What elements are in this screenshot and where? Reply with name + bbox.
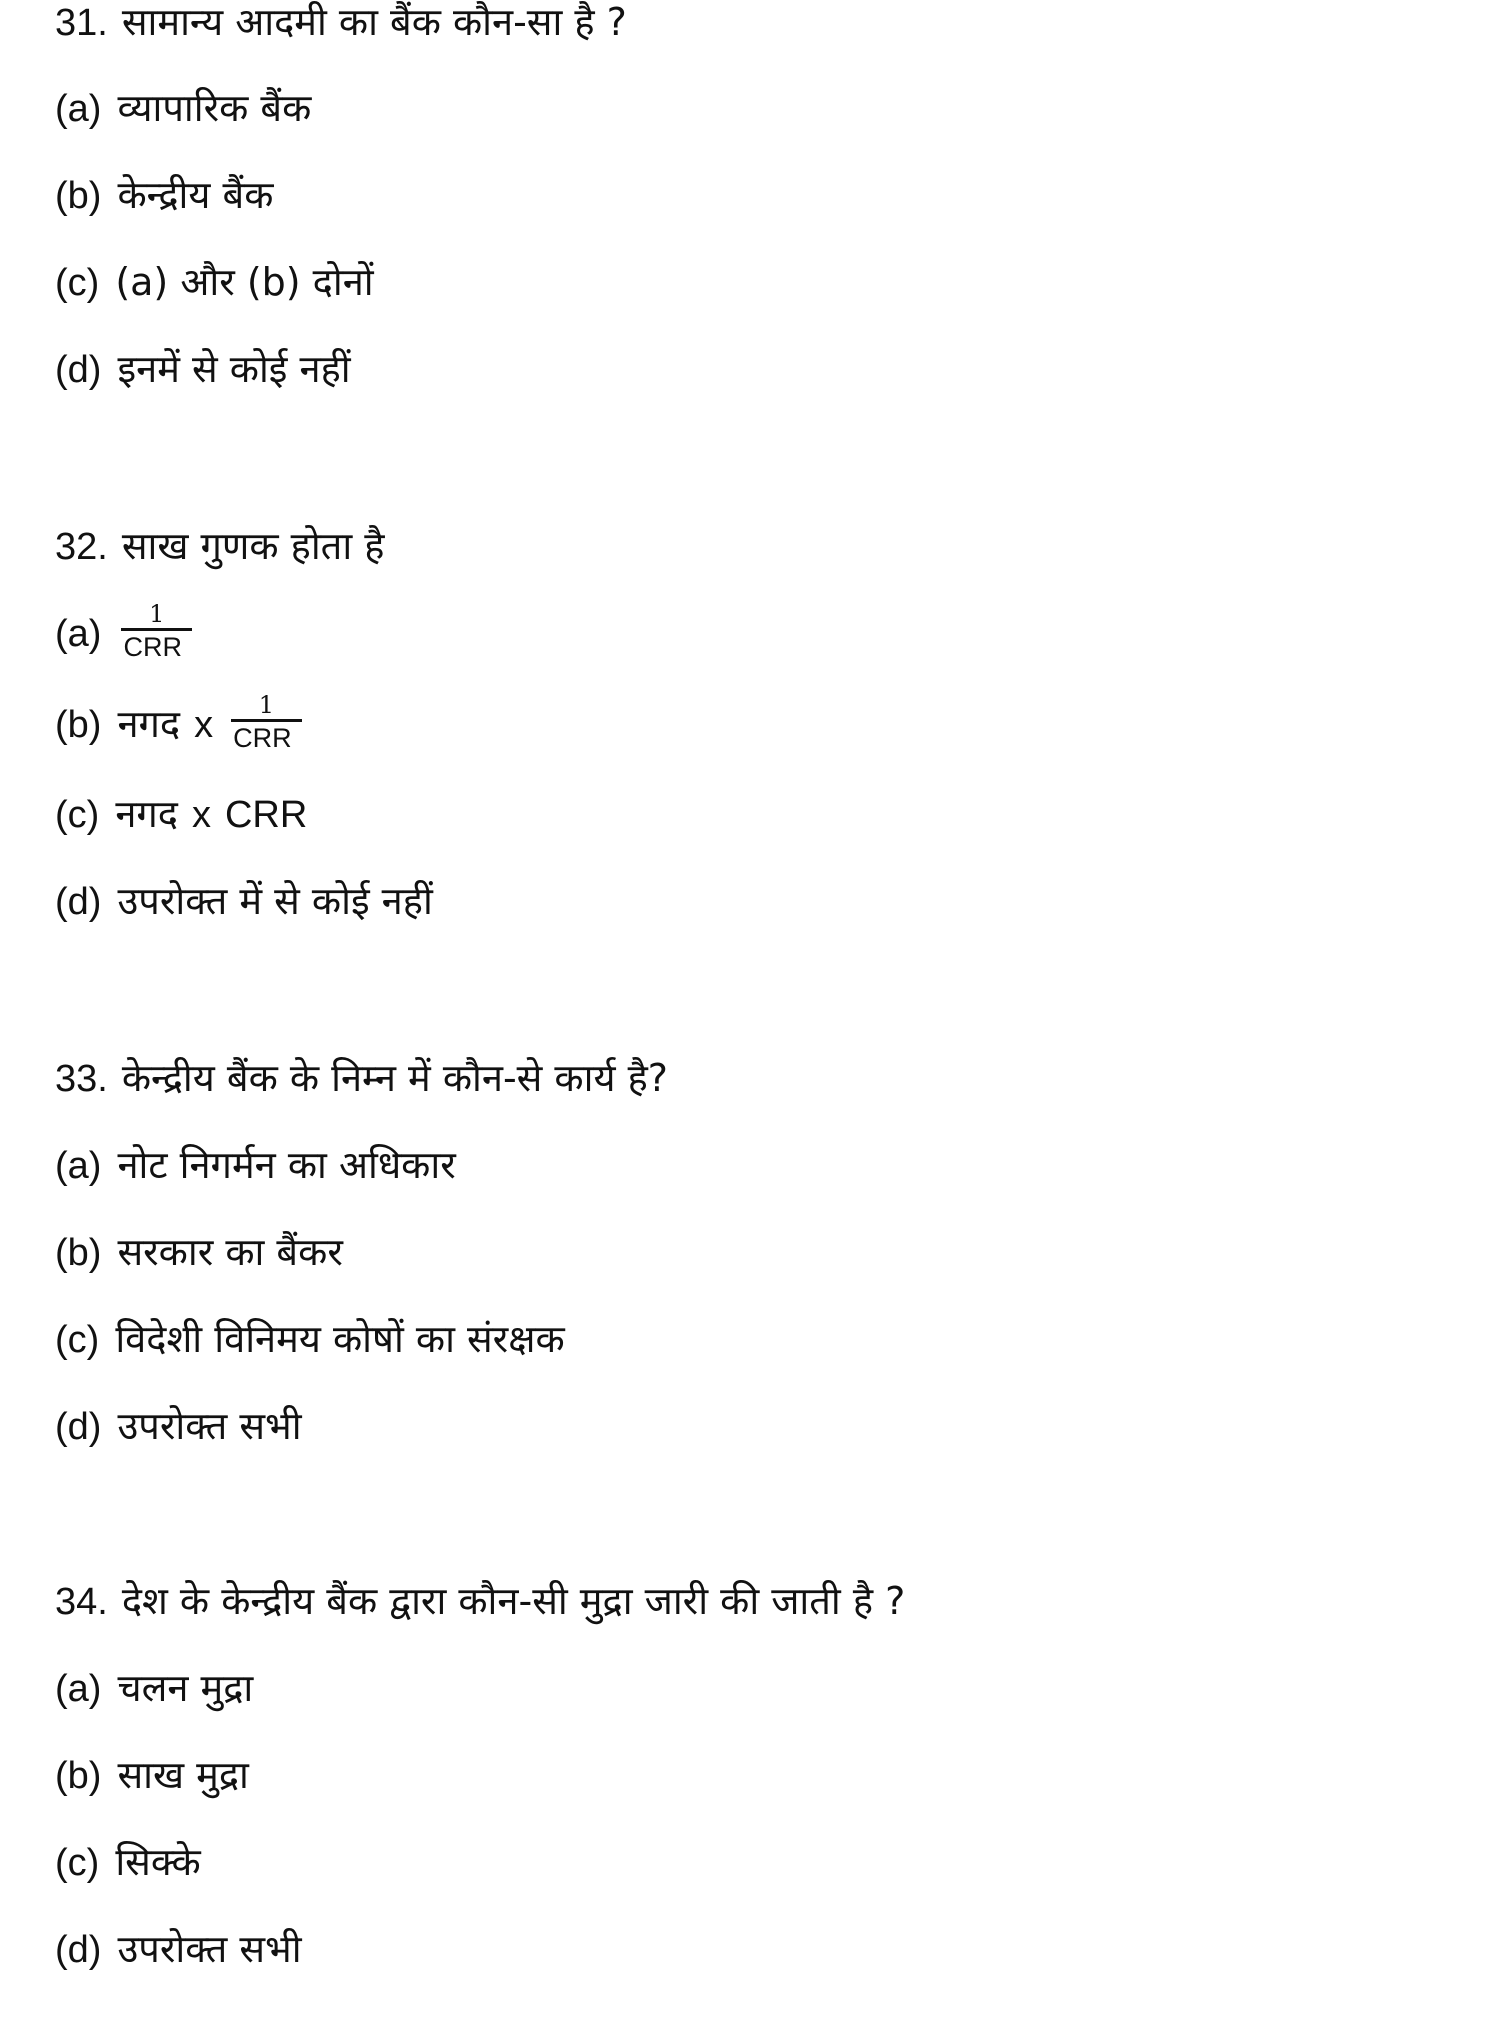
option-text: उपरोक्त सभी — [117, 1927, 302, 1971]
question-31 — [55, 0, 627, 52]
option-31-a — [55, 78, 311, 138]
option-marker: (c) — [55, 262, 100, 304]
option-prefix: नगद — [115, 792, 178, 836]
option-31-c — [55, 252, 374, 312]
option-34-b — [55, 1745, 249, 1805]
question-number: 31. — [55, 2, 108, 44]
multiply-operator: x — [194, 704, 214, 746]
option-marker: (d) — [55, 1929, 102, 1971]
option-33-c — [55, 1309, 565, 1369]
question-number: 33. — [55, 1058, 108, 1100]
option-marker: (b) — [55, 704, 102, 746]
option-31-d — [55, 339, 351, 399]
question-33 — [55, 1048, 668, 1108]
option-text: सिक्के — [115, 1840, 201, 1884]
option-marker: (c) — [55, 1319, 100, 1361]
question-text: साख गुणक होता है — [121, 524, 385, 568]
fraction-denominator: CRR — [231, 719, 302, 754]
option-33-d — [55, 1396, 302, 1456]
option-marker: (c) — [55, 1842, 100, 1884]
option-32-c — [55, 784, 307, 844]
option-marker: (a) — [55, 1145, 102, 1187]
option-marker: (b) — [55, 175, 102, 217]
option-marker: (a) — [55, 88, 102, 130]
question-34 — [55, 1571, 905, 1631]
option-prefix: नगद — [117, 702, 181, 746]
question-text: सामान्य आदमी का बैंक कौन-सा है ? — [121, 0, 627, 44]
multiply-operator: x — [191, 794, 211, 836]
option-34-a — [55, 1658, 253, 1718]
option-32-a — [55, 600, 192, 673]
question-number: 34. — [55, 1581, 108, 1623]
option-text: उपरोक्त सभी — [117, 1404, 302, 1448]
question-text: केन्द्रीय बैंक के निम्न में कौन-से कार्य है? — [121, 1056, 668, 1100]
option-text: केन्द्रीय बैंक — [117, 173, 274, 217]
option-text: (a) और (b) दोनों — [115, 260, 374, 304]
option-text: साख मुद्रा — [117, 1753, 249, 1797]
fraction — [121, 600, 192, 663]
option-33-b — [55, 1222, 343, 1282]
fraction-numerator: 1 — [258, 691, 275, 719]
option-33-a — [55, 1135, 456, 1195]
option-text: इनमें से कोई नहीं — [117, 347, 351, 391]
option-text: नोट निगर्मन का अधिकार — [117, 1143, 456, 1187]
option-text: उपरोक्त में से कोई नहीं — [117, 879, 433, 923]
option-marker: (c) — [55, 794, 100, 836]
option-text: विदेशी विनिमय कोषों का संरक्षक — [115, 1317, 565, 1361]
option-marker: (d) — [55, 349, 102, 391]
option-32-b — [55, 691, 302, 764]
option-marker: (b) — [55, 1232, 102, 1274]
fraction-numerator: 1 — [149, 600, 165, 628]
option-text: सरकार का बैंकर — [117, 1230, 343, 1274]
option-suffix: CRR — [224, 794, 308, 836]
option-marker: (a) — [55, 613, 102, 655]
option-34-c — [55, 1832, 201, 1892]
option-text: चलन मुद्रा — [117, 1666, 254, 1710]
option-marker: (d) — [55, 881, 102, 923]
fraction-denominator: CRR — [121, 628, 192, 663]
fraction — [231, 691, 302, 754]
option-34-d — [55, 1919, 302, 1979]
question-number: 32. — [55, 526, 108, 568]
option-marker: (a) — [55, 1668, 102, 1710]
option-marker: (d) — [55, 1406, 102, 1448]
option-marker: (b) — [55, 1755, 102, 1797]
option-text: व्यापारिक बैंक — [117, 86, 312, 130]
option-32-d — [55, 871, 433, 931]
question-text: देश के केन्द्रीय बैंक द्वारा कौन-सी मुद्रा जारी की जाती है ? — [121, 1579, 906, 1623]
question-32 — [55, 516, 384, 576]
option-31-b — [55, 165, 273, 225]
